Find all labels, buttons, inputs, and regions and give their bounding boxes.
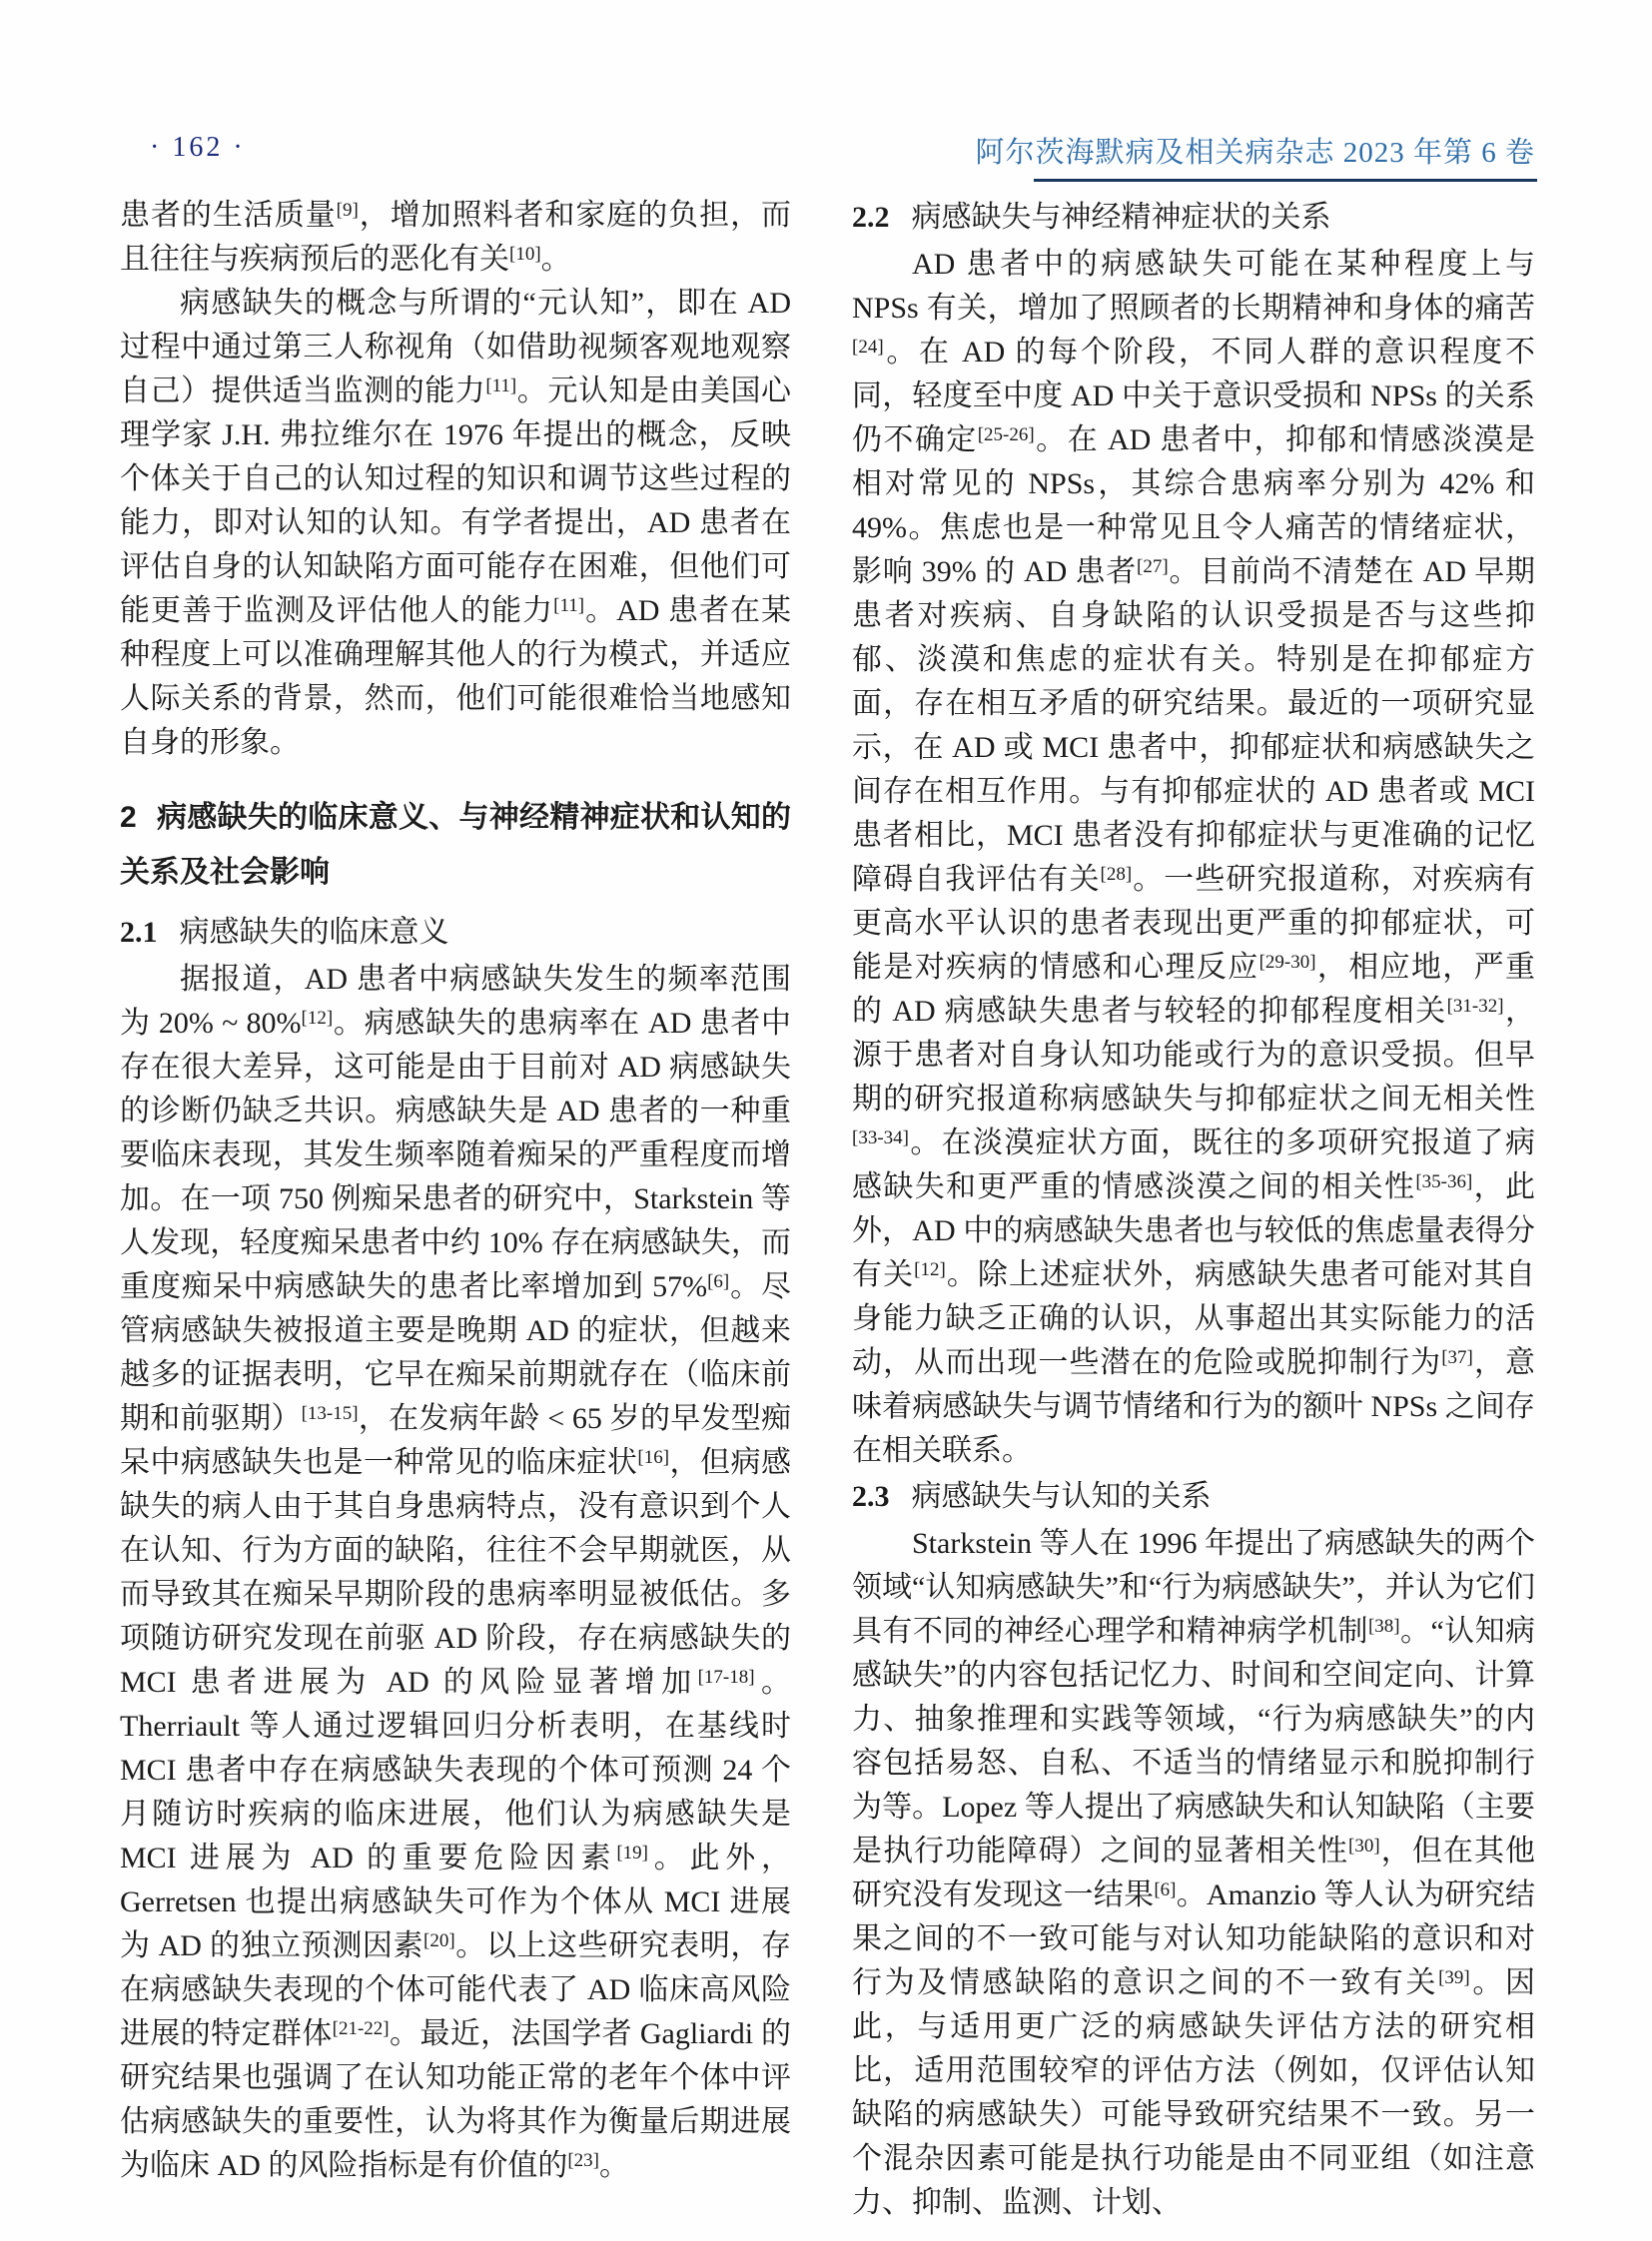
header-rule — [1034, 179, 1537, 182]
reference-marker: [39] — [1438, 1967, 1470, 1988]
reference-marker: [6] — [707, 1271, 730, 1292]
reference-marker: [23] — [567, 2150, 599, 2171]
right-column — [852, 194, 1535, 2225]
paragraph: AD 患者中的病感缺失可能在某种程度上与 NPSs 有关，增加了照顾者的长期精神和身体的痛苦[24]。在 AD 的每个阶段，不同人群的意识程度不同，轻度至中度 AD 中关于意识受损和 NPSs 的关系仍不确定[25-26]。在 AD 患者中，抑郁和情感淡漠是相对常见的 NPSs，其综合患病率分别为 42% 和 49%。焦虑也是一种常见且令人痛苦的情绪症状，影响 39% 的 AD 患者[27]。目前尚不清楚在 AD 早期患者对疾病、自身缺陷的认识受损是否与这些抑郁、淡漠和焦虑的症状有关。特别是在抑郁症方面，存在相互矛盾的研究结果。最近的一项研究显示，在 AD 或 MCI 患者中，抑郁症状和病感缺失之间存在相互作用。与有抑郁症状的 AD 患者或 MCI 患者相比，MCI 患者没有抑郁症状与更准确的记忆障碍自我评估有关[28]。一些研究报道称，对疾病有更高水平认识的患者表现出更严重的抑郁症状，可能是对疾病的情感和心理反应[29-30]，相应地，严重的 AD 病感缺失患者与较轻的抑郁程度相关[31-32]，源于患者对自身认知功能或行为的意识受损。但早期的研究报道称病感缺失与抑郁症状之间无相关性[33-34]。在淡漠症状方面，既往的多项研究报道了病感缺失和更严重的情感淡漠之间的相关性[35-36]，此外，AD 中的病感缺失患者也与较低的焦虑量表得分有关[12]。除上述症状外，病感缺失患者可能对其自身能力缺乏正确的认识，从事超出其实际能力的活动，从而出现一些潜在的危险或脱抑制行为[37]，意味着病感缺失与调节情绪和行为的额叶 NPSs 之间存在相关联系。 — [852, 248, 1536, 1467]
reference-marker: [11] — [485, 375, 517, 396]
reference-marker: [20] — [423, 1930, 455, 1951]
reference-marker: [11] — [553, 595, 585, 616]
left-column — [120, 194, 791, 2188]
reference-marker: [13-15] — [301, 1403, 359, 1424]
page-number: · 162 · — [150, 132, 246, 163]
paragraph: 据报道，AD 患者中病感缺失发生的频率范围为 20% ~ 80%[12]。病感缺失的患病率在 AD 患者中存在很大差异，这可能是由于目前对 AD 病感缺失的诊断仍缺乏共识。病感缺失是 AD 患者的一种重要临床表现，其发生频率随着痴呆的严重程度而增加。在一项 750 例痴呆患者的研究中，Starkstein 等人发现，轻度痴呆患者中约 10% 存在病感缺失，而重度痴呆中病感缺失的患者比率增加到 57%[6]。尽管病感缺失被报道主要是晚期 AD 的症状，但越来越多的证据表明，它早在痴呆前期就存在（临床前期和前驱期）[13-15]，在发病年龄 < 65 岁的早发型痴呆中病感缺失也是一种常见的临床症状[16]，但病感缺失的病人由于其自身患病特点，没有意识到个人在认知、行为方面的缺陷，往往不会早期就医，从而导致其在痴呆早期阶段的患病率明显被低估。多项随访研究发现在前驱 AD 阶段，存在病感缺失的 MCI 患者进展为 AD 的风险显著增加[17-18]。Therriault 等人通过逻辑回归分析表明，在基线时 MCI 患者中存在病感缺失表现的个体可预测 24 个月随访时疾病的临床进展，他们认为病感缺失是 MCI 进展为 AD 的重要危险因素[19]。此外，Gerretsen 也提出病感缺失可作为个体从 MCI 进展为 AD 的独立预测因素[20]。以上这些研究表明，存在病感缺失表现的个体可能代表了 AD 临床高风险进展的特定群体[21-22]。最近，法国学者 Gagliardi 的研究结果也强调了在认知功能正常的老年个体中评估病感缺失的重要性，认为将其作为衡量后期进展为临床 AD 的风险指标是有价值的[23]。 — [120, 963, 792, 2182]
reference-marker: [35-36] — [1415, 1171, 1473, 1192]
paragraph: 病感缺失的概念与所谓的“元认知”，即在 AD 过程中通过第三人称视角（如借助视频客观地观察自己）提供适当监测的能力[11]。元认知是由美国心理学家 J.H. 弗拉维尔在 1976 年提出的概念，反映个体关于自己的认知过程的知识和调节这些过程的能力，即对认知的认知。有学者提出，AD 患者在评估自身的认知缺陷方面可能存在困难，但他们可能更善于监测及评估他人的能力[11]。AD 患者在某种程度上可以准确理解其他人的行为模式，并适应人际关系的背景，然而，他们可能很难恰当地感知自身的形象。 — [120, 287, 792, 759]
heading-number: 2.3 — [852, 1480, 890, 1513]
subsection-heading — [852, 194, 1535, 241]
heading-text: 病感缺失的临床意义 — [179, 916, 449, 949]
paragraph: 患者的生活质量[9]，增加照料者和家庭的负担，而且往往与疾病预后的恶化有关[10]。 — [120, 199, 792, 276]
reference-marker: [25-26] — [977, 424, 1035, 445]
section-heading — [120, 790, 791, 900]
subsection-heading — [852, 1473, 1535, 1520]
subsection-heading — [120, 909, 791, 956]
reference-marker: [6] — [1154, 1879, 1177, 1900]
heading-number: 2 — [120, 801, 137, 834]
heading-number: 2.2 — [852, 201, 890, 234]
reference-marker: [24] — [852, 337, 884, 358]
reference-marker: [27] — [1137, 556, 1169, 577]
heading-text: 病感缺失与神经精神症状的关系 — [911, 201, 1331, 234]
heading-number: 2.1 — [120, 916, 158, 949]
reference-marker: [33-34] — [852, 1127, 909, 1148]
reference-marker: [19] — [616, 1843, 648, 1864]
reference-marker: [10] — [509, 244, 541, 265]
reference-marker: [17-18] — [697, 1667, 755, 1688]
reference-marker: [31-32] — [1446, 996, 1504, 1017]
reference-marker: [37] — [1441, 1347, 1473, 1368]
reference-marker: [9] — [336, 200, 359, 221]
reference-marker: [38] — [1367, 1616, 1400, 1637]
reference-marker: [12] — [914, 1259, 946, 1280]
reference-marker: [12] — [301, 1008, 334, 1029]
reference-marker: [30] — [1348, 1836, 1380, 1857]
paragraph: Starkstein 等人在 1996 年提出了病感缺失的两个领域“认知病感缺失”和“行为病感缺失”，并认为它们具有不同的神经心理学和精神病学机制[38]。“认知病感缺失”的内容包括记忆力、时间和空间定向、计算力、抽象推理和实践等领域，“行为病感缺失”的内容包括易怒、自私、不适当的情绪显示和脱抑制行为等。Lopez 等人提出了病感缺失和认知缺陷（主要是执行功能障碍）之间的显著相关性[30]，但在其他研究没有发现这一结果[6]。Amanzio 等人认为研究结果之间的不一致可能与对认知功能缺陷的意识和对行为及情感缺陷的意识之间的不一致有关[39]。因此，与适用更广泛的病感缺失评估方法的研究相比，适用范围较窄的评估方法（例如，仅评估认知缺陷的病感缺失）可能导致研究结果不一致。另一个混杂因素可能是执行功能是由不同亚组（如注意力、抑制、监测、计划、 — [852, 1527, 1536, 2219]
reference-marker: [21-22] — [332, 2018, 390, 2039]
heading-text: 病感缺失与认知的关系 — [911, 1480, 1212, 1513]
reference-marker: [29-30] — [1258, 952, 1316, 973]
reference-marker: [16] — [637, 1447, 670, 1468]
journal-title: 阿尔茨海默病及相关病杂志 2023 年第 6 卷 — [975, 137, 1535, 169]
reference-marker: [28] — [1100, 864, 1133, 885]
heading-text: 病感缺失的临床意义、与神经精神症状和认知的关系及社会影响 — [120, 801, 791, 889]
